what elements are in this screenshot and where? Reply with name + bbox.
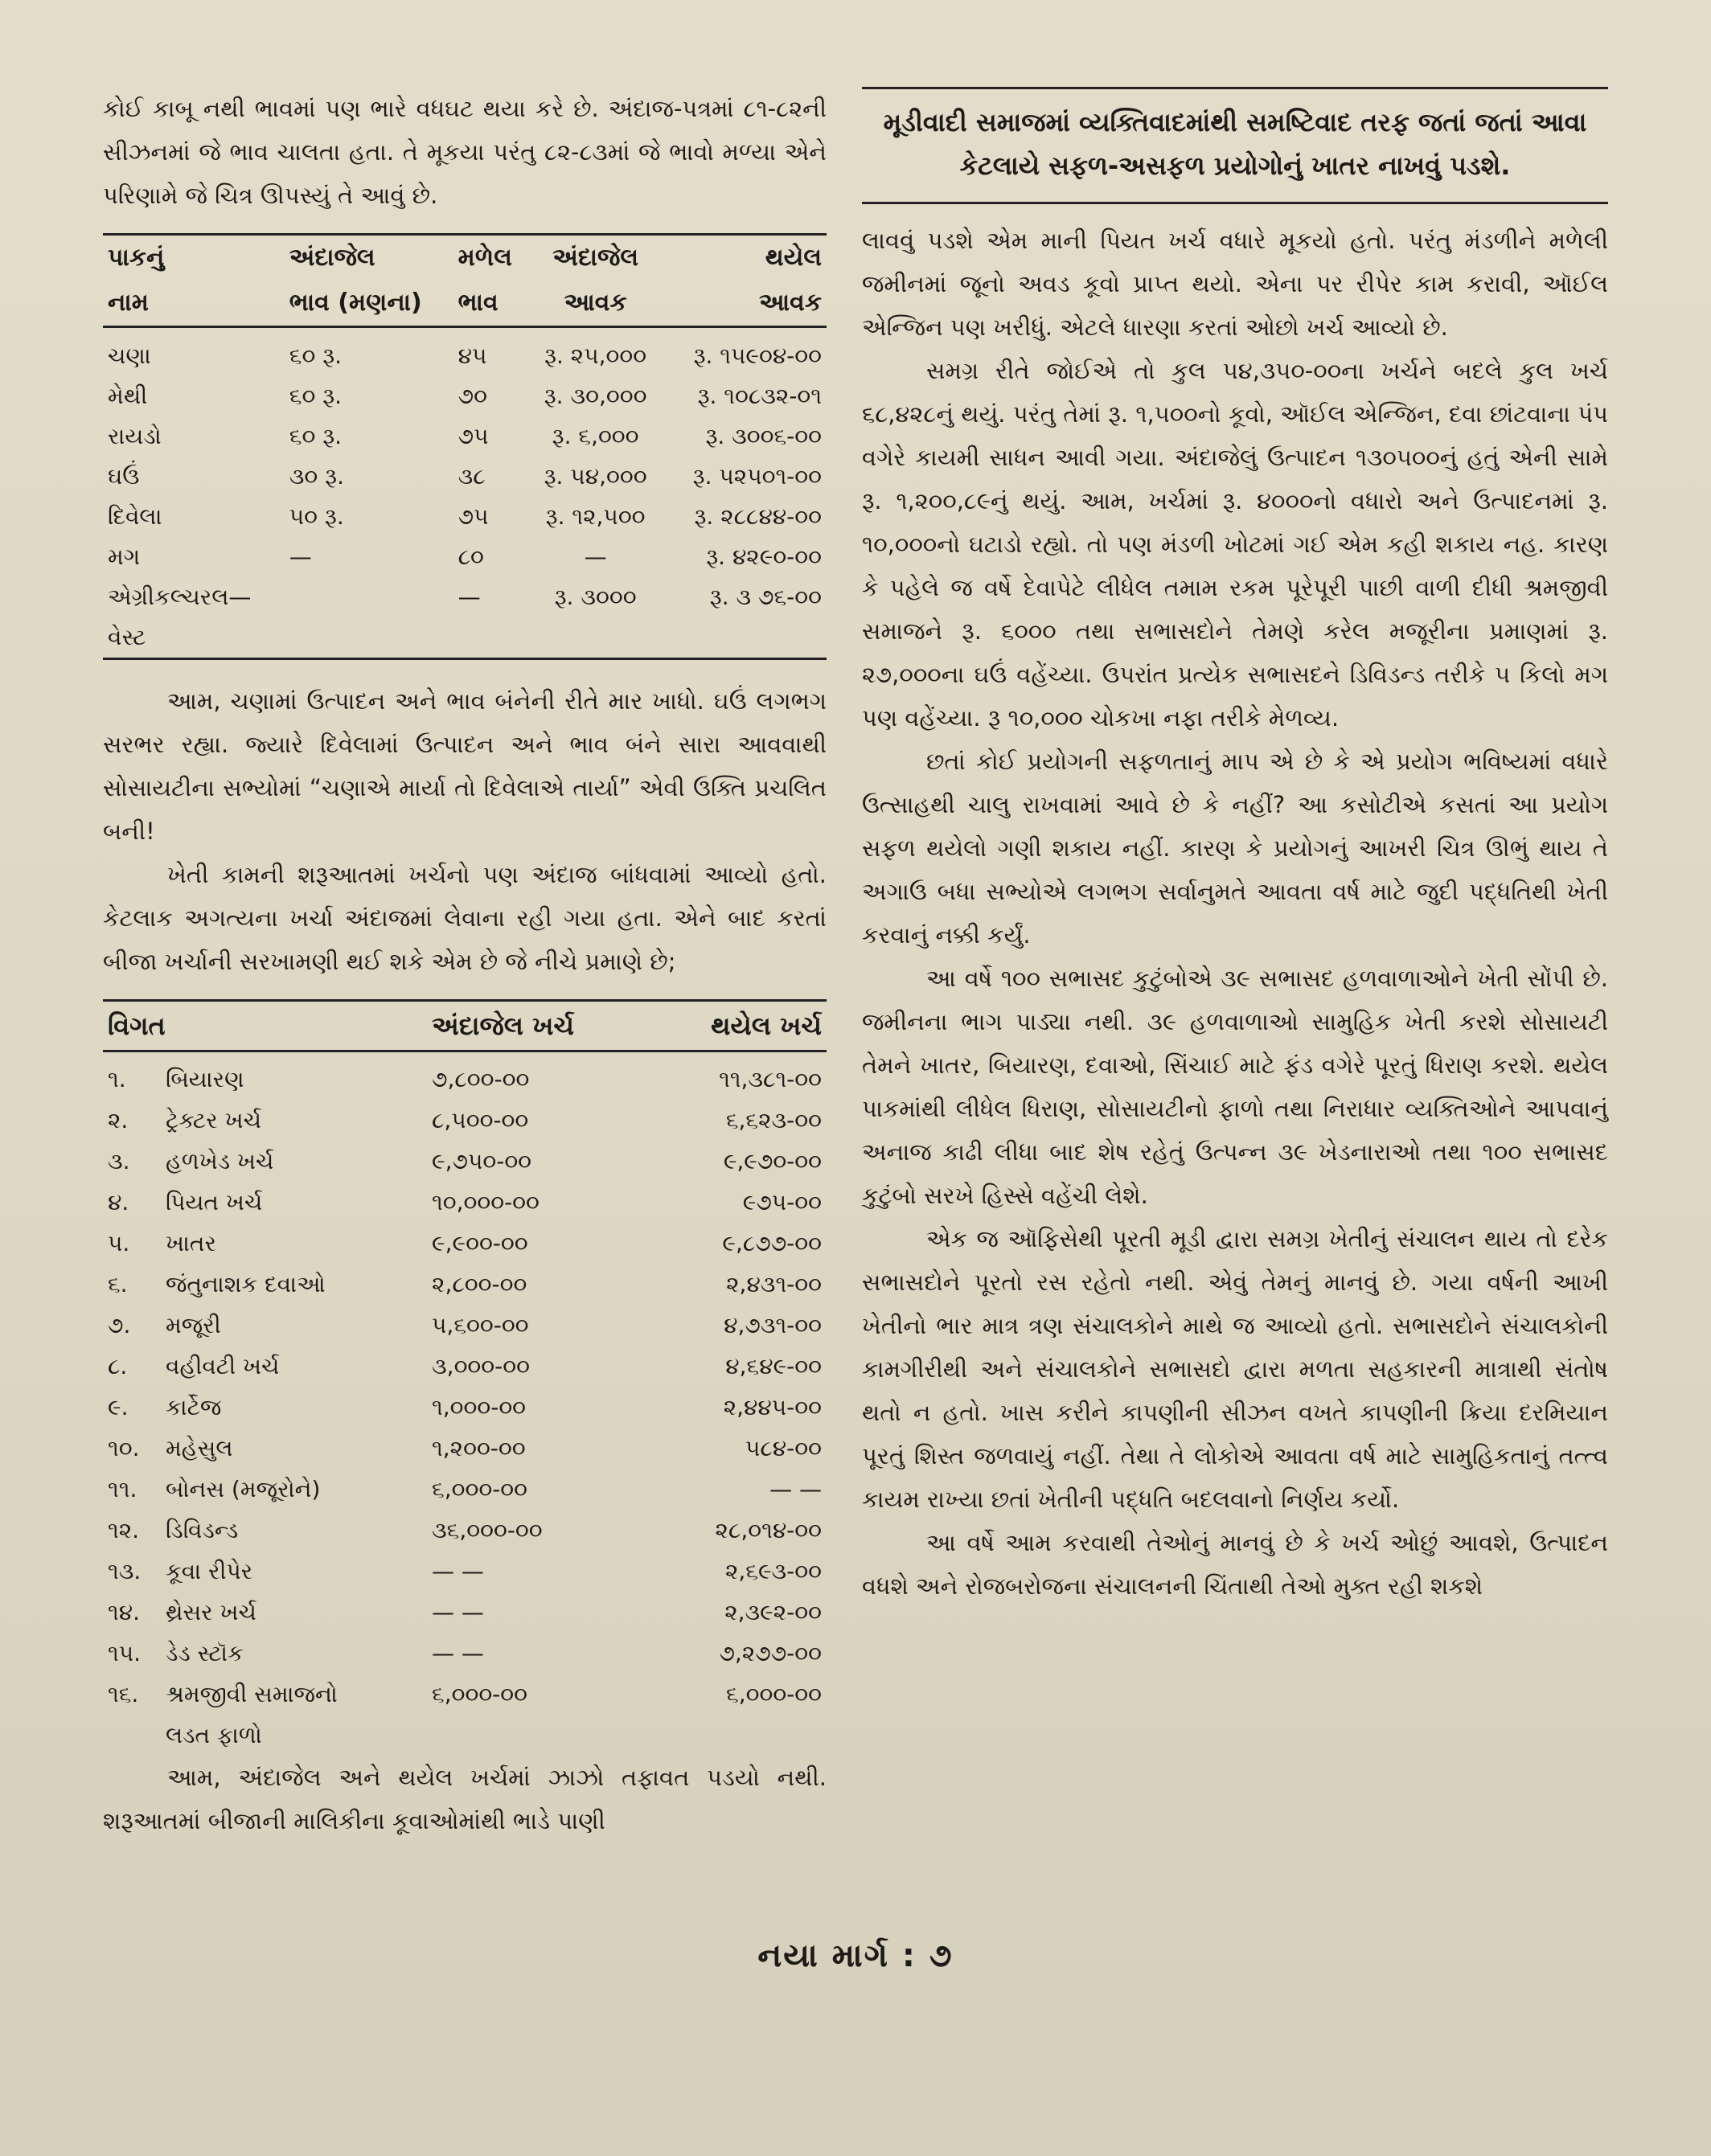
table-cell: ૧૩. [108,1558,142,1584]
table-cell: રૂ. ૧૦૮૩૨-૦૧ [697,383,822,409]
table-row [103,1551,827,1592]
table-cell: ૫૮૪-૦૦ [745,1435,822,1461]
table-cell: ૫૦ રૂ. [289,503,344,530]
crop-header: ભાવ [453,281,529,327]
table-cell: ૯,૯૭૦-૦૦ [723,1148,822,1174]
table-cell: — [584,543,607,570]
crop-header: અંદાજેલ [552,244,639,272]
table-cell: ૪,૬૪૯-૦૦ [725,1353,822,1379]
table-cell: ૭. [108,1312,131,1338]
table-cell: ૯. [108,1394,129,1420]
table-cell: રૂ. ૨૮૮૪૪-૦૦ [694,503,822,530]
table-cell: ડિવિડન્ડ [166,1517,239,1543]
table-cell: રૂ. ૪૨૯૦-૦૦ [706,543,822,570]
table-row [103,416,827,457]
table-cell [650,1715,827,1756]
table-row [103,577,827,617]
table-cell: — — [769,1476,822,1502]
table-cell: ૩૮ [457,463,486,490]
table-cell: ૬,૦૦૦-૦૦ [432,1681,527,1707]
table-cell: ૪. [108,1189,129,1215]
table-cell: એગ્રીકલ્ચરલ— [108,584,252,610]
table-cell: રૂ. ૫૨૫૦૧-૦૦ [692,463,822,490]
table-cell: મહેસુલ [166,1435,233,1461]
page-footer: નયા માર્ગ : ૭ [757,1937,954,1974]
table-cell: ૨,૪૩૧-૦૦ [726,1271,822,1297]
table-row [103,1223,827,1264]
intro-paragraph: કોઈ કાબૂ નથી ભાવમાં પણ ભારે વધઘટ થયા કરે છે. અંદાજ-પત્રમાં ૮૧-૮૨ની સીઝનમાં જે ભાવ ચાલતા હતા. તે મૂકયા પરંતુ ૮૨-૮૩માં જે ભાવો મળ્યા એને પરિણામે જે ચિત્ર ઊપસ્યું તે આવું છે. [103,95,827,209]
table-cell: ૭૫ [457,503,489,530]
table-cell: જંતુનાશક દવાઓ [166,1271,326,1297]
table-cell: ૯,૯૦૦-૦૦ [432,1230,528,1256]
table-cell: મગ [108,543,141,570]
table-row [103,1141,827,1182]
table-cell: ૨,૩૯૨-૦૦ [724,1599,822,1625]
table-cell: રૂ. ૩૦૦૬-૦૦ [705,423,822,449]
crop-header: આવક [529,281,663,327]
table-cell: ૮૦ [457,543,484,570]
table-cell: વહીવટી ખર્ચ [166,1353,280,1379]
paragraph: આ વર્ષે આમ કરવાથી તેઓનું માનવું છે કે ખર્ચ ઓછું આવશે, ઉત્પાદન વધશે અને રોજબરોજના સંચાલનની ચિંતાથી તેઓ મુક્ત રહી શકશે [862,1529,1608,1600]
table-row [103,376,827,416]
table-cell [103,1715,161,1756]
paragraph: આમ, ચણામાં ઉત્પાદન અને ભાવ બંનેની રીતે માર ખાધો. ઘઉં લગભગ સરભર રહ્યા. જ્યારે દિવેલામાં ઉત્પાદન અને ભાવ બંને સારા આવવાથી સોસાયટીના સભ્યોમાં “ચણાએ માર્યા તો દિવેલાએ તાર્યા” એવી ઉક્તિ પ્રચલિત બની! [103,687,827,845]
table-cell: ૧,૦૦૦-૦૦ [432,1394,527,1420]
table-cell: ૬,૬૨૩-૦૦ [725,1107,822,1133]
paragraph: સમગ્ર રીતે જોઈએ તો કુલ ૫૪,૩૫૦-૦૦ના ખર્ચને બદલે કુલ ખર્ચ ૬૮,૪૨૮નું થયું. પરંતુ તેમાં રૂ. ૧,૫૦૦નો કૂવો, ઑઈલ એન્જિન, દવા છાંટવાના પંપ વગેરે કાયમી સાધન આવી ગયા. અંદાજેલું ઉત્પાદન ૧૩૦૫૦૦નું હતું એની સામે રૂ. ૧,૨૦૦,૮૯નું થયું. આમ, ખર્ચમાં રૂ. ૪૦૦૦નો વધારો અને ઉત્પાદનમાં રૂ. ૧૦,૦૦૦નો ઘટાડો રહ્યો. તો પણ મંડળી ખોટમાં ગઈ એમ કહી શકાય નહ. કારણ કે પહેલે જ વર્ષે દેવાપેટે લીધેલ તમામ રકમ પૂરેપૂરી પાછી વાળી દીધી શ્રમજીવી સમાજને રૂ. ૬૦૦૦ તથા સભાસદોને તેમણે કરેલ મજૂરીના પ્રમાણમાં રૂ. ૨૭,૦૦૦ના ઘઉં વહેંચ્યા. ઉપરાંત પ્રત્યેક સભાસદને ડિવિડન્ડ તરીકે ૫ કિલો મગ પણ વહેંચ્યા. રૂ ૧૦,૦૦૦ ચોકખા નફા તરીકે મેળવ્ય. [862,357,1608,732]
table-cell: મેથી [108,383,148,409]
table-cell: રૂ. ૧૫૯૦૪-૦૦ [693,342,822,369]
table-cell: રૂ. ૧૨,૫૦૦ [545,503,646,530]
table-row [103,1469,827,1510]
paragraph: લાવવું પડશે એમ માની પિયત ખર્ચ વધારે મૂકયો હતો. પરંતુ મંડળીને મળેલી જમીનમાં જૂનો અવડ કૂવો પ્રાપ્ત થયો. એના પર રીપેર કામ કરાવી, ઑઈલ એન્જિન પણ ખરીધું. એટલે ધારણા કરતાં ઓછો ખર્ચ આવ્યો છે. [862,227,1608,341]
table-cell: ઘઉં [108,463,140,490]
table-cell: રૂ. ૩ ૭૬-૦૦ [709,584,822,610]
table-cell: — [457,584,481,610]
table-cell: હળખેડ ખર્ચ [166,1148,274,1174]
table-row [103,1051,827,1101]
table-cell [663,617,827,658]
table-cell [285,617,453,658]
table-row [103,1592,827,1633]
table-row [103,457,827,497]
table-cell: ૬૦ રૂ. [289,423,343,449]
table-row [103,1182,827,1223]
expense-table-body [103,1051,827,1756]
crop-table-body [103,327,827,658]
table-row [103,1346,827,1387]
table-divider [103,658,827,660]
table-cell: ૨. [108,1107,129,1133]
table-cell: ખાતર [166,1230,216,1256]
table-row [103,1305,827,1346]
table-cell: ૧૪. [108,1599,140,1625]
table-cell: ૧,૨૦૦-૦૦ [432,1435,526,1461]
table-cell: ૩. [108,1148,130,1174]
table-cell: ૮. [108,1353,128,1379]
table-cell: બિયારણ [166,1066,244,1092]
expense-header: વિગત [103,1001,427,1051]
table-cell [427,1715,650,1756]
table-row [103,1100,827,1141]
table-cell: ૨,૮૦૦-૦૦ [432,1271,527,1297]
left-column [103,87,827,1842]
table-cell: રૂ. ૩૦,૦૦૦ [544,383,647,409]
table-row [103,1674,827,1715]
table-row [103,1510,827,1551]
table-cell: — — [432,1558,484,1584]
table-cell: ૯૭૫-૦૦ [742,1189,822,1215]
table-cell: ૧૧,૩૮૧-૦૦ [719,1066,822,1092]
table-cell: વેસ્ટ [108,624,146,650]
table-cell: ૧૫. [108,1640,142,1666]
table-cell: ૯,૭૫૦-૦૦ [432,1148,532,1174]
table-cell [453,617,529,658]
table-cell: ૪,૭૩૧-૦૦ [724,1312,822,1338]
table-cell: રૂ. ૬,૦૦૦ [552,423,639,449]
table-cell: ૪૫ [457,342,487,369]
table-cell: ૯,૮૭૭-૦૦ [722,1230,822,1256]
table-cell: — — [432,1599,484,1625]
table-row [103,1428,827,1469]
table-cell [529,617,663,658]
paragraph: એક જ ઑફિસેથી પૂરતી મૂડી દ્વારા સમગ્ર ખેતીનું સંચાલન થાય તો દરેક સભાસદોને પૂરતો રસ રહેતો નથી. એવું તેમનું માનવું છે. ગયા વર્ષની આખી ખેતીનો ભાર માત્ર ત્રણ સંચાલકોને માથે જ આવ્યો હતો. સભાસદોને સંચાલકોની કામગીરીથી અને સંચાલકોને સભાસદો દ્વારા મળતા સહકારની માત્રાથી સંતોષ થતો ન હતો. ખાસ કરીને કાપણીની સીઝન વખતે કાપણીની ક્રિયા દરમિયાન પૂરતું શિસ્ત જળવાયું નહીં. તેથા તે લોકોએ આવતા વર્ષ માટે સામુહિકતાનું તત્ત્વ કાયમ રાખ્યા છતાં ખેતીની પદ્ધતિ બદલવાનો નિર્ણય કર્યો. [862,1225,1608,1513]
table-cell: ૧૬. [108,1681,139,1707]
table-cell: રાયડો [108,423,162,449]
table-cell: થ્રેસર ખર્ચ [166,1599,256,1625]
table-cell: ૩૬,૦૦૦-૦૦ [432,1517,543,1543]
paragraph: આમ, અંદાજેલ અને થયેલ ખર્ચમાં ઝાઝો તફાવત પડયો નથી. શરૂઆતમાં બીજાની માલિકીના કૂવાઓમાંથી ભાડે પાણી [103,1764,827,1834]
table-cell: રૂ. ૨૫,૦૦૦ [544,342,647,369]
table-cell: ૬,૦૦૦-૦૦ [726,1681,822,1707]
pull-quote-heading: મૂડીવાદી સમાજમાં વ્યક્તિવાદમાંથી સમષ્ટિવાદ તરફ જતાં જતાં આવા કેટલાયે સફળ-અસફળ પ્રયોગોનું ખાતર નાખવું પડશે. [862,87,1608,204]
table-cell: શ્રમજીવી સમાજનો [166,1681,338,1707]
table-cell: ૬૦ રૂ. [289,342,343,369]
table-cell: મજૂરી [166,1312,221,1338]
table-cell: — [289,543,312,570]
table-cell: લડત ફાળો [166,1722,262,1748]
table-cell: ૧. [108,1066,126,1092]
table-cell: ૩૦ રૂ. [289,463,344,490]
table-cell: ૭,૨૭૭-૦૦ [719,1640,822,1666]
table-row [103,617,827,658]
expense-header: અંદાજેલ ખર્ચ [427,1001,650,1051]
crop-header: આવક [663,281,827,327]
table-cell: કાર્ટેજ [166,1394,222,1420]
table-cell: ટ્રેક્ટર ખર્ચ [166,1107,262,1133]
table-row [103,1387,827,1428]
table-row [103,497,827,537]
crop-header: અંદાજેલ [289,244,375,272]
table-cell: ૭,૮૦૦-૦૦ [432,1066,530,1092]
paragraph: આ વર્ષે ૧૦૦ સભાસદ કુટુંબોએ ૩૯ સભાસદ હળવાળાઓને ખેતી સોંપી છે. જમીનના ભાગ પાડ્યા નથી. ૩૯ હળવાળાઓ સામુહિક ખેતી કરશે સોસાયટી તેમને ખાતર, બિયારણ, દવાઓ, સિંચાઈ માટે ફંડ વગેરે પૂરતું ધિરાણ કરશે. થયેલ પાકમાંથી લીધેલ ધિરાણ, સોસાયટીનો ફાળો તથા નિરાધાર વ્યક્તિઓને આપવાનું અનાજ કાઢી લીધા બાદ શેષ રહેતું ઉત્પન્ન ૩૯ ખેડનારાઓ તથા ૧૦૦ સભાસદ કુટુંબો સરખે હિસ્સે વહેંચી લેશે. [862,965,1608,1209]
crop-header: નામ [103,281,285,327]
crop-header: થયેલ [765,244,822,272]
table-cell: ૧૧. [108,1476,137,1502]
table-row [103,1633,827,1674]
table-cell: રૂ. ૫૪,૦૦૦ [544,463,647,490]
table-cell: ૧૦. [108,1435,140,1461]
crop-header: ભાવ (મણના) [285,281,453,327]
table-cell: કૂવા રીપેર [166,1558,253,1584]
table-cell: ૬. [108,1271,128,1297]
table-row [103,1264,827,1305]
table-cell [285,577,453,617]
expense-header: થયેલ ખર્ચ [650,1001,827,1051]
table-cell: દિવેલા [108,503,162,530]
table-cell: પિયત ખર્ચ [166,1189,263,1215]
paragraph: છતાં કોઈ પ્રયોગની સફળતાનું માપ એ છે કે એ પ્રયોગ ભવિષ્યમાં વધારે ઉત્સાહથી ચાલુ રાખવામાં આવે છે કે નહીં? આ કસોટીએ કસતાં આ પ્રયોગ સફળ થયેલો ગણી શકાય નહીં. કારણ કે પ્રયોગનું આખરી ચિત્ર ઊભું થાય તે અગાઉ બધા સભ્યોએ લગભગ સર્વાનુમતે આવતા વર્ષ માટે જુદી પદ્ધતિથી ખેતી કરવાનું નક્કી કર્યું. [862,748,1608,949]
table-cell: બોનસ (મજૂરોને) [166,1476,321,1502]
table-cell: ડેડ સ્ટૉક [166,1640,244,1666]
crop-header: મળેલ [457,244,512,272]
table-cell: ૭૫ [457,423,489,449]
table-row [103,1715,827,1756]
table-cell: ૫. [108,1230,130,1256]
table-row [103,537,827,577]
table-cell: ૬,૦૦૦-૦૦ [432,1476,527,1502]
crop-header: પાકનું [108,244,165,272]
table-cell: ૫,૬૦૦-૦૦ [432,1312,529,1338]
table-cell: રૂ. ૩૦૦૦ [554,584,637,610]
crop-income-table [103,233,827,658]
table-cell: ૭૦ [457,383,487,409]
table-cell: ૮,૫૦૦-૦૦ [432,1107,529,1133]
table-row [103,327,827,377]
table-cell: ૨,૬૯૩-૦૦ [724,1558,822,1584]
table-cell: ૬૦ રૂ. [289,383,343,409]
table-cell: ૩,૦૦૦-૦૦ [432,1353,530,1379]
paragraph: ખેતી કામની શરૂઆતમાં ખર્ચનો પણ અંદાજ બાંધવામાં આવ્યો હતો. કેટલાક અગત્યના ખર્ચા અંદાજમાં લેવાના રહી ગયા હતા. એને બાદ કરતાં બીજા ખર્ચાની સરખામણી થઈ શકે એમ છે જે નીચે પ્રમાણે છે; [103,861,827,975]
table-cell: ચણા [108,342,151,369]
expense-table [103,999,827,1756]
table-cell: ૨૮,૦૧૪-૦૦ [715,1517,822,1543]
right-column [862,87,1608,1608]
table-cell: ૧૦,૦૦૦-૦૦ [432,1189,540,1215]
table-cell: — — [432,1640,484,1666]
table-cell: ૨,૪૪૫-૦૦ [723,1394,822,1420]
table-cell: ૧૨. [108,1517,140,1543]
